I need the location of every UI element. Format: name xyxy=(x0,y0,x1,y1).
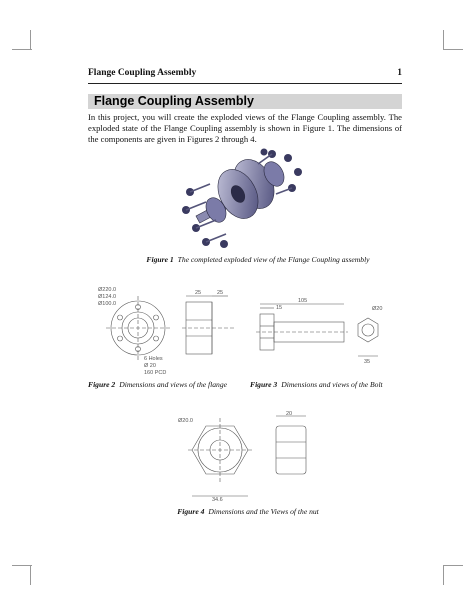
bolt-dim-dia: Ø20 xyxy=(372,306,383,312)
flange-dim-bore: Ø100.0 xyxy=(98,301,117,307)
figure-3-drawing xyxy=(256,296,406,366)
figure-3-caption-text: Dimensions and views of the Bolt xyxy=(281,380,383,389)
bolt-dim-head: 15 xyxy=(276,305,283,311)
section-title: Flange Coupling Assembly xyxy=(94,94,254,108)
bolt-dim-length: 105 xyxy=(298,298,308,304)
flange-dim-width-2: 25 xyxy=(217,290,224,296)
figure-3-caption xyxy=(250,380,410,389)
crop-mark xyxy=(30,565,31,585)
figure-1-caption xyxy=(128,255,388,264)
figure-3-label: Figure 3 xyxy=(250,380,278,389)
figure-2-caption xyxy=(88,380,248,389)
header-title: Flange Coupling Assembly xyxy=(88,68,197,78)
figure-1-illustration xyxy=(176,148,306,250)
figure-2-caption-text: Dimensions and views of the flange xyxy=(119,380,227,389)
figure-4-drawing xyxy=(172,410,332,502)
crop-mark xyxy=(443,30,444,50)
figure-2-drawing xyxy=(96,286,246,376)
crop-mark xyxy=(30,30,31,50)
crop-mark xyxy=(443,565,463,566)
flange-holes-pcd: 160 PCD xyxy=(144,370,167,376)
flange-holes-count: 6 Holes xyxy=(144,356,163,362)
flange-dim-hub: Ø124.0 xyxy=(98,294,117,300)
flange-dim-outer: Ø220.0 xyxy=(98,287,117,293)
flange-holes-dia: Ø 20 xyxy=(144,363,156,369)
bolt-dim-across: 35 xyxy=(364,359,371,365)
figure-1-label: Figure 1 xyxy=(146,255,174,264)
crop-mark xyxy=(12,49,32,50)
flange-dim-width-1: 25 xyxy=(195,290,202,296)
crop-mark xyxy=(443,49,463,50)
figure-4-caption xyxy=(128,507,368,516)
intro-paragraph: In this project, you will create the exploded views of the Flange Coupling assembly. The exploded state of the Flange Coupling assembly is shown in Figure 1. The dimensions of the components are given in Figures 2 through 4. xyxy=(88,112,402,144)
section-title-bar xyxy=(88,94,402,109)
crop-mark xyxy=(443,565,444,585)
nut-dim-thick: 20 xyxy=(286,411,293,417)
running-header xyxy=(88,68,402,78)
figure-2-label: Figure 2 xyxy=(88,380,116,389)
figure-4-caption-text: Dimensions and the Views of the nut xyxy=(208,507,319,516)
header-rule xyxy=(88,83,402,84)
nut-dim-width: 34.6 xyxy=(212,497,223,503)
page-number: 1 xyxy=(397,68,402,78)
figure-4-label: Figure 4 xyxy=(177,507,205,516)
crop-mark xyxy=(12,565,32,566)
nut-dim-dia: Ø20.0 xyxy=(178,418,193,424)
figure-1-caption-text: The completed exploded view of the Flange Coupling assembly xyxy=(177,255,370,264)
